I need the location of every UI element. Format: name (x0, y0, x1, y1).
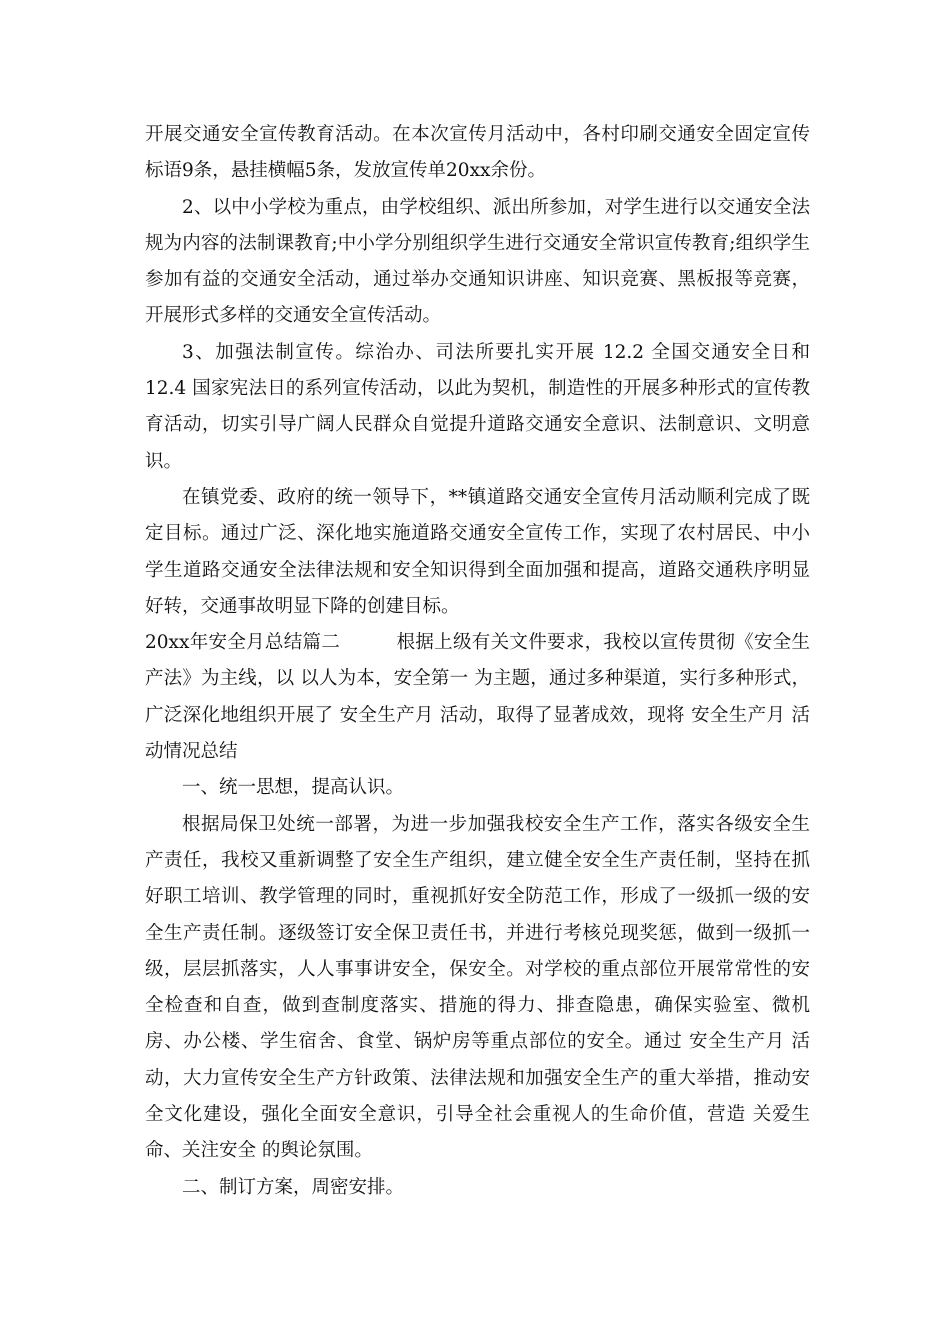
paragraph-5: 20xx年安全月总结篇二 根据上级有关文件要求，我校以宣传贯彻《安全生产法》为主线，以 以人为本，安全第一 为主题，通过多种渠道，实行多种形式，广泛深化地组织开展了 安全生产月 活动，取得了显著成效，现将 安全生产月 活动情况总结 (145, 632, 810, 763)
paragraph-4: 在镇党委、政府的统一领导下，**镇道路交通安全宣传月活动顺利完成了既定目标。通过广泛、深化地实施道路交通安全宣传工作，实现了农村居民、中小学生道路交通安全法律法规和安全知识得到全面加强和提高，道路交通秩序明显好转，交通事故明显下降的创建目标。 (145, 486, 810, 617)
paragraph-6: 根据局保卫处统一部署，为进一步加强我校安全生产工作，落实各级安全生产责任，我校又重新调整了安全生产组织，建立健全安全生产责任制，坚持在抓好职工培训、教学管理的同时，重视抓好安全防范工作，形成了一级抓一级的安全生产责任制。逐级签订安全保卫责任书，并进行考核兑现奖惩，做到一级抓一级，层层抓落实，人人事事讲安全，保安全。对学校的重点部位开展常常性的安全检查和自查，做到查制度落实、措施的得力、排查隐患，确保实验室、微机房、办公楼、学生宿舍、食堂、锅炉房等重点部位的安全。通过 安全生产月 活动，大力宣传安全生产方针政策、法律法规和加强安全生产的重大举措，推动安全文化建设，强化全面安全意识，引导全社会重视人的生命价值，营造 关爱生命、关注安全 的舆论氛围。 (145, 813, 810, 1162)
document-body (145, 117, 810, 1206)
paragraph-3: 3、加强法制宣传。综治办、司法所要扎实开展 12.2 全国交通安全日和 12.4 国家宪法日的系列宣传活动，以此为契机，制造性的开展多种形式的宣传教育活动，切实引导广阔人民群众自觉提升道路交通安全意识、法制意识、文明意识。 (145, 341, 810, 472)
paragraph-2: 2、以中小学校为重点，由学校组织、派出所参加，对学生进行以交通安全法规为内容的法制课教育;中小学分别组织学生进行交通安全常识宣传教育;组织学生参加有益的交通安全活动，通过举办交通知识讲座、知识竞赛、黑板报等竞赛，开展形式多样的交通安全宣传活动。 (145, 196, 810, 327)
section-heading-1: 一、统一思想，提高认识。 (182, 777, 405, 799)
paragraph-1: 开展交通安全宣传教育活动。在本次宣传月活动中，各村印刷交通安全固定宣传标语9条，悬挂横幅5条，发放宣传单20xx余份。 (145, 124, 810, 182)
section-heading-2: 二、制订方案，周密安排。 (182, 1176, 405, 1198)
